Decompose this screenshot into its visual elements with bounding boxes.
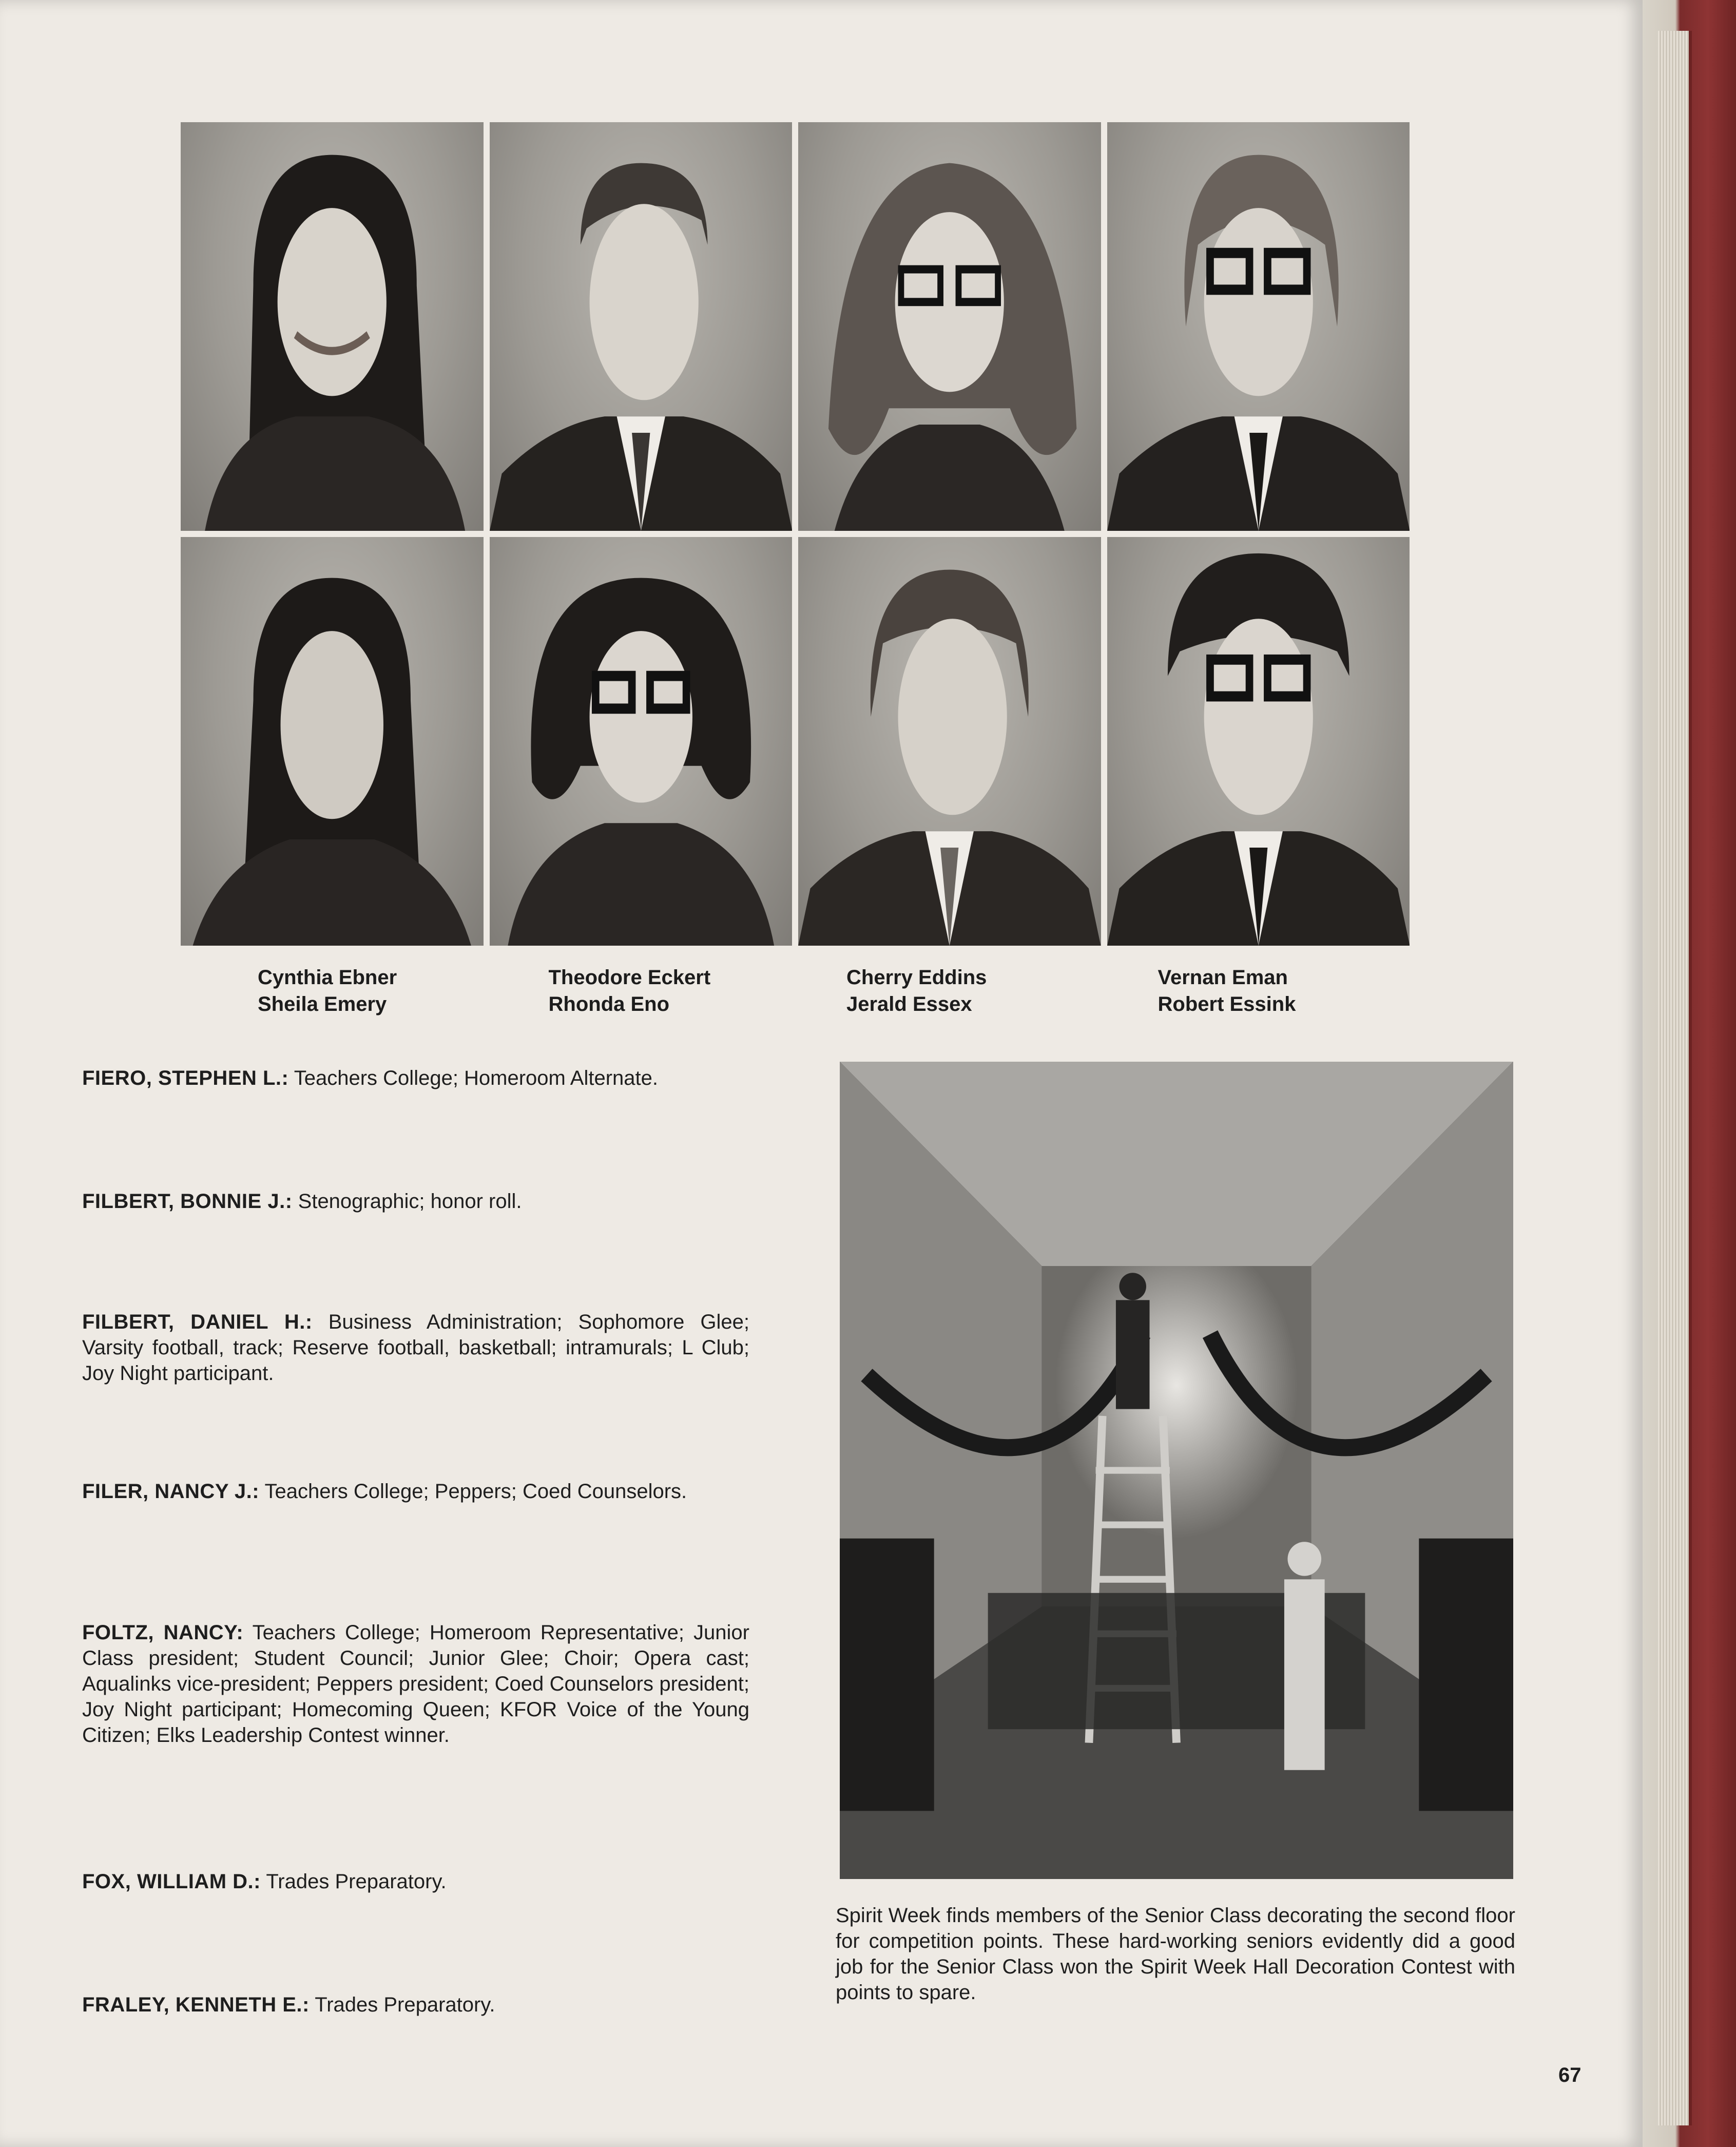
portrait-name: Sheila Emery [258, 993, 387, 1015]
portrait-grid [181, 122, 1410, 946]
portrait-name: Cynthia Ebner [258, 966, 397, 989]
portrait-name: Theodore Eckert [548, 966, 711, 989]
portrait-photo [1107, 122, 1410, 531]
portrait-girl-long-hair [181, 537, 484, 946]
portrait-name: Rhonda Eno [548, 993, 670, 1015]
bio-name: FILBERT, DANIEL H.: [82, 1311, 313, 1333]
portrait-boy-glasses [1107, 537, 1410, 946]
portrait-photo [490, 122, 793, 531]
name-column [181, 964, 488, 1018]
bio-text: Stenographic; honor roll. [292, 1190, 522, 1213]
portrait-photo [181, 122, 484, 531]
bio-text: Business Administration; Sophomore Glee; Varsity football, track; Reserve football, basketball; intramurals; L Club; Joy Night participant. [82, 1311, 749, 1385]
bio-text: Trades Preparatory. [260, 1870, 447, 1893]
portrait-girl-glasses [490, 537, 793, 946]
portrait-girl-long-hair [181, 122, 484, 531]
portrait-photo [798, 122, 1101, 531]
portrait-boy-suit [490, 122, 793, 531]
portrait-photo [181, 537, 484, 946]
bio-name: FOX, WILLIAM D.: [82, 1870, 261, 1893]
portrait-photo [490, 537, 793, 946]
portrait-name: Jerald Essex [846, 993, 972, 1015]
bio-entry [82, 1479, 749, 1504]
bio-entry [82, 1309, 749, 1386]
hallway-scene [840, 1062, 1513, 1879]
photo-caption: Spirit Week finds members of the Senior Class decorating the second floor for competition points. These hard-working seniors evidently did a good job for the Senior Class won the Spirit Week Hall Decoration Contest with points to spare. [836, 1904, 1515, 2004]
bio-entry [82, 1869, 749, 1894]
bio-name: FRALEY, KENNETH E.: [82, 1993, 310, 2016]
name-column [795, 964, 1103, 1018]
portrait-photo [798, 537, 1101, 946]
bio-name: FOLTZ, NANCY: [82, 1621, 244, 1644]
name-column [488, 964, 796, 1018]
page-edges [1658, 31, 1692, 2125]
bio-name: FILBERT, BONNIE J.: [82, 1190, 293, 1213]
portrait-name: Cherry Eddins [846, 966, 987, 989]
bio-entry [82, 1188, 749, 1214]
bio-text: Teachers College; Homeroom Alternate. [288, 1067, 658, 1089]
bio-text: Teachers College; Peppers; Coed Counselors. [259, 1480, 687, 1503]
portrait-photo [1107, 537, 1410, 946]
bio-name: FIERO, STEPHEN L.: [82, 1067, 289, 1089]
book-spine [1643, 0, 1736, 2147]
hall-decoration-photo [840, 1062, 1513, 1879]
portrait-name: Vernan Eman [1158, 966, 1288, 989]
portrait-boy-glasses [1107, 122, 1410, 531]
portrait-boy-suit [798, 537, 1101, 946]
portrait-name: Robert Essink [1158, 993, 1296, 1015]
portrait-girl-glasses [798, 122, 1101, 531]
bio-text: Trades Preparatory. [309, 1993, 495, 2016]
portrait-names [181, 964, 1410, 1018]
name-column [1103, 964, 1410, 1018]
bio-text: Teachers College; Homeroom Representative; Junior Class president; Student Council; Junior Glee; Choir; Opera cast; Aqualinks vice-president; Peppers president; Coed Counselors president; Joy Night participant; Homecoming Queen; KFOR Voice of the Young Citizen; Elks Leadership Contest winner. [82, 1621, 750, 1747]
page-number: 67 [1558, 2064, 1581, 2086]
bio-entry [82, 1620, 749, 1748]
bio-entry [82, 1992, 749, 2018]
bio-name: FILER, NANCY J.: [82, 1480, 260, 1503]
bio-entry [82, 1065, 749, 1091]
